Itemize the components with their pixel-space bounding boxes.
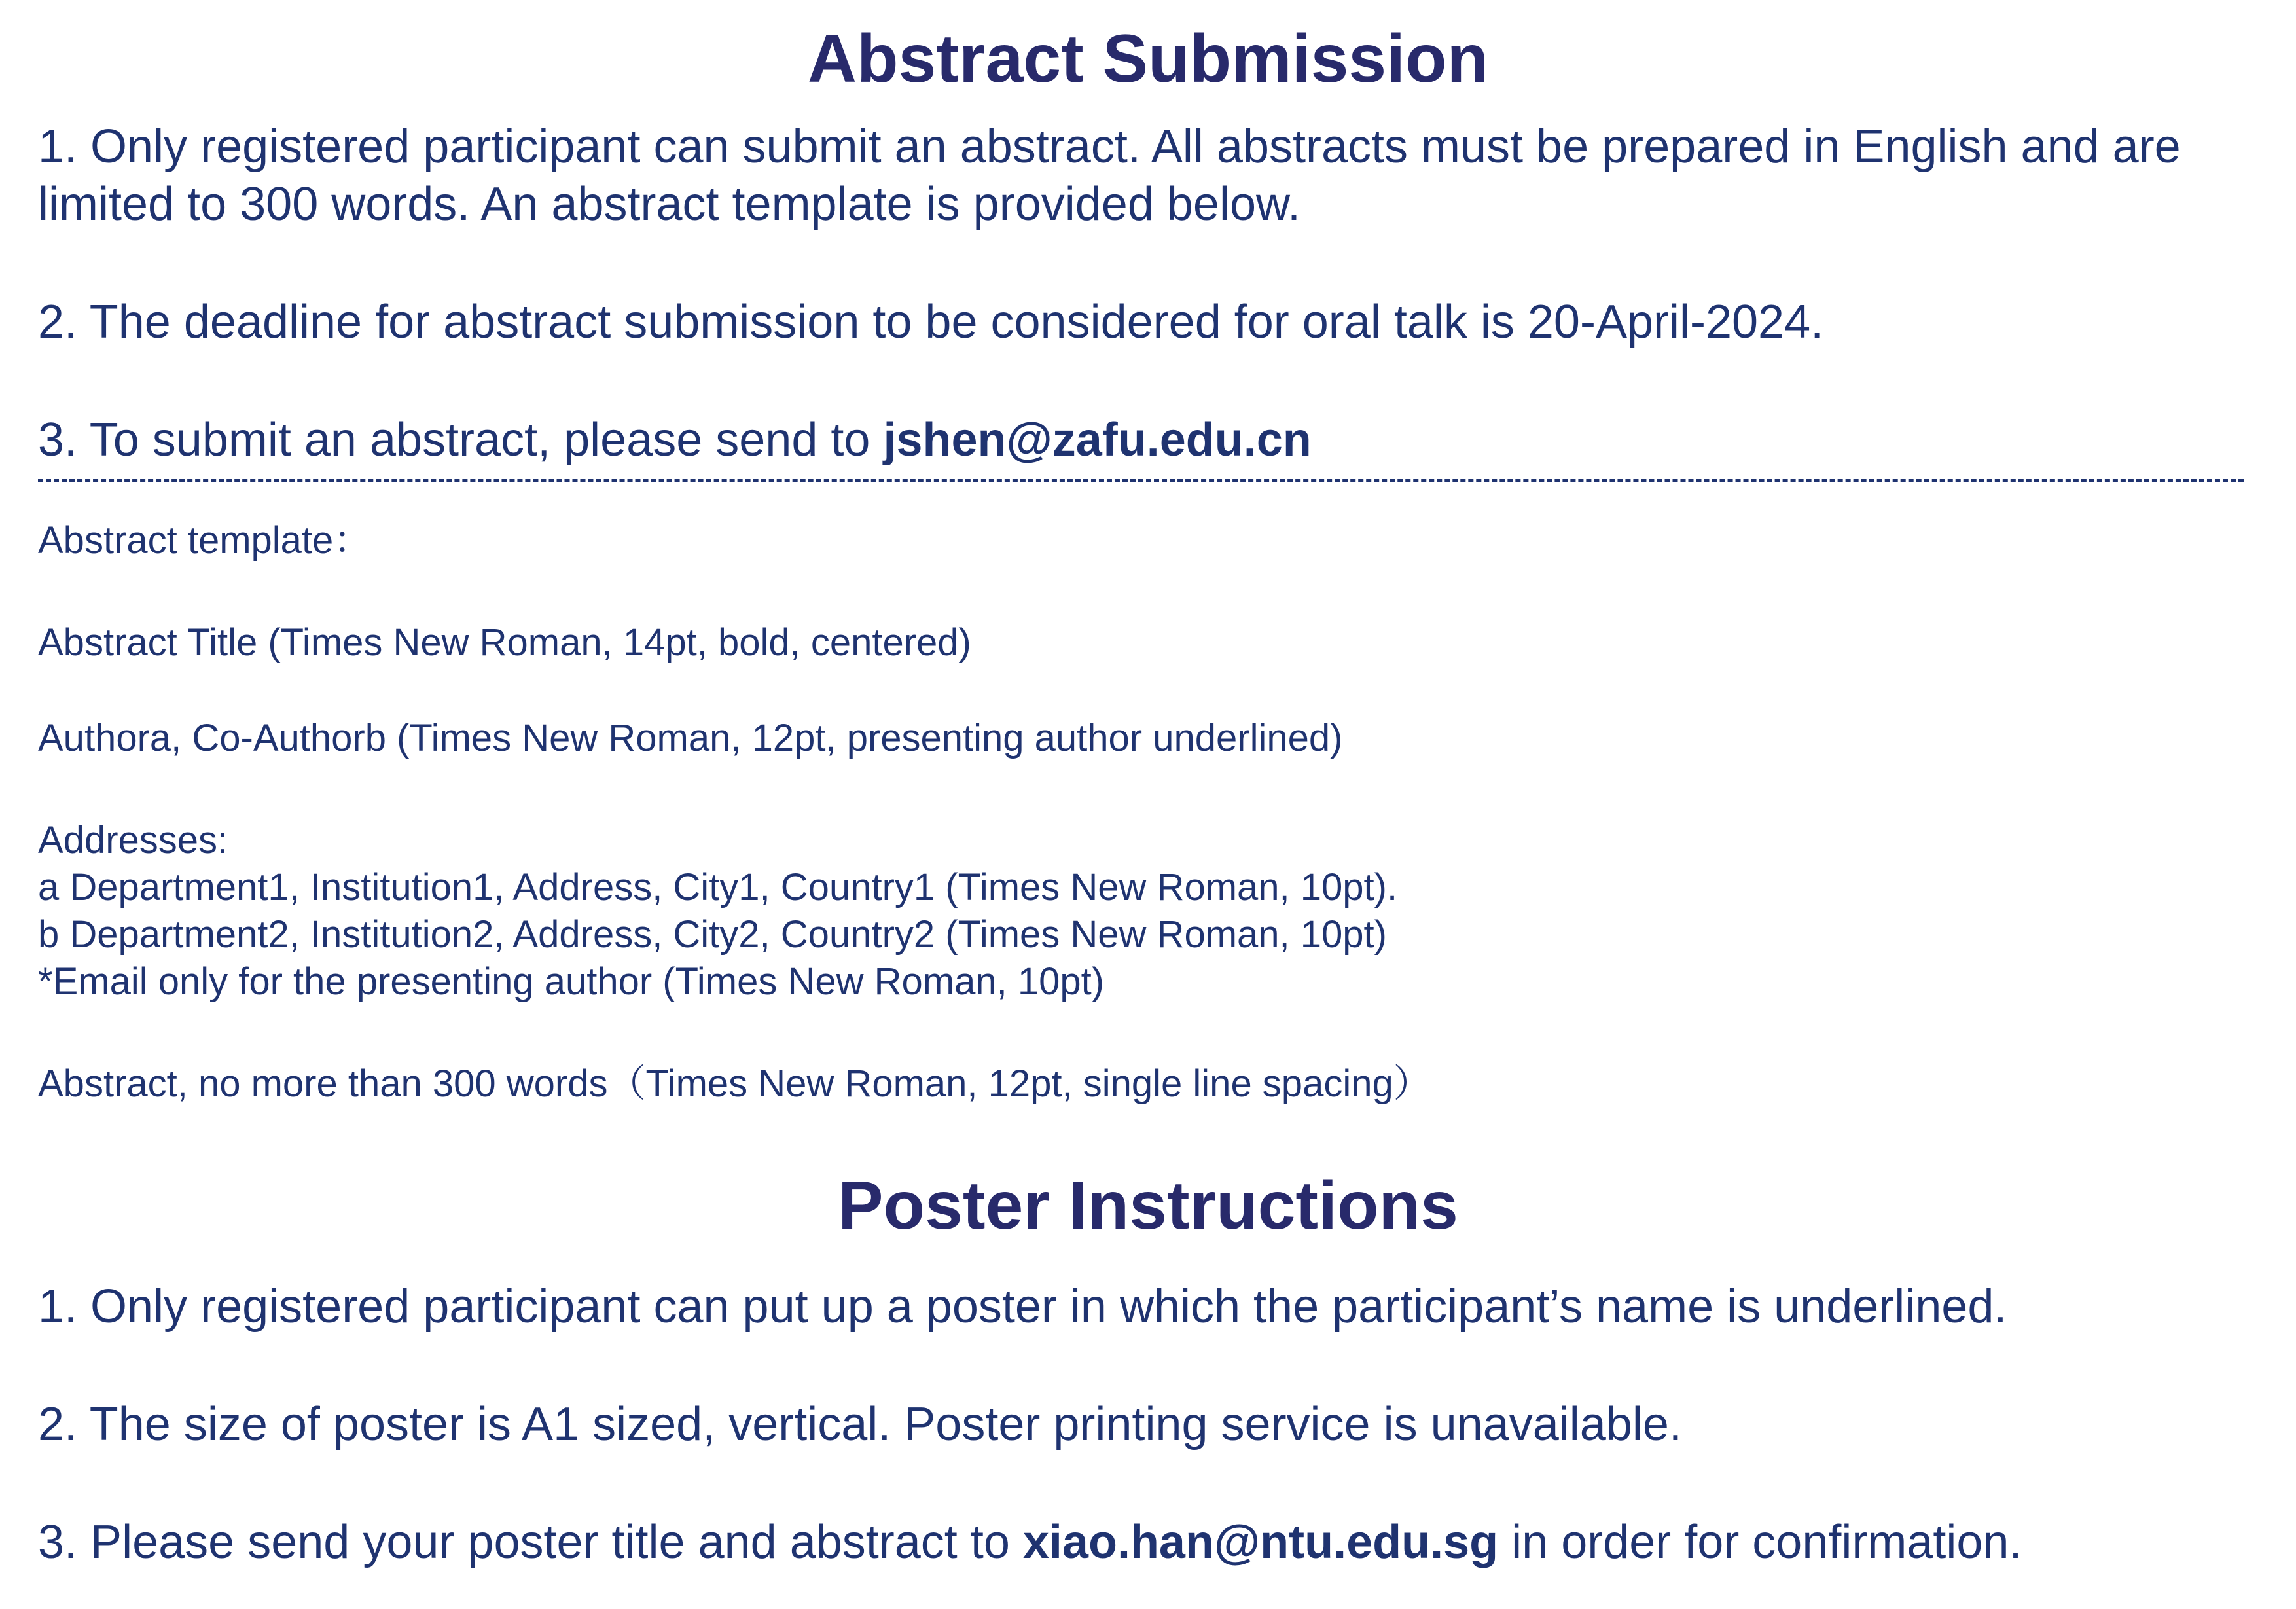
dashed-divider [38, 479, 2244, 482]
template-authors-line: Authora, Co-Authorb (Times New Roman, 12pt, presenting author underlined) [38, 717, 1343, 759]
template-address-a: a Department1, Institution1, Address, City1, Country1 (Times New Roman, 10pt). [38, 866, 1398, 909]
poster-item-3 [38, 1513, 2263, 1571]
poster-item-3-prefix: 3. Please send your poster title and abstract to [38, 1516, 1023, 1568]
abstract-item-1-line-1: 1. Only registered participant can submit an abstract. All abstracts must be prepared in English and are [38, 120, 2181, 173]
abstract-item-1-line-2: limited to 300 words. An abstract template is provided below. [38, 178, 1301, 230]
abstract-item-2-deadline: 2. The deadline for abstract submission to be considered for oral talk is 20-April-2024. [38, 296, 1824, 348]
abstract-item-3-prefix: 3. To submit an abstract, please send to [38, 414, 884, 466]
template-title-line: Abstract Title (Times New Roman, 14pt, bold, centered) [38, 621, 971, 664]
template-email-line: *Email only for the presenting author (Times New Roman, 10pt) [38, 960, 1105, 1003]
poster-item-3-suffix: in order for confirmation. [1498, 1516, 2022, 1568]
abstract-item-3-submit [38, 411, 2263, 469]
poster-item-2: 2. The size of poster is A1 sized, vertical. Poster printing service is unavailable. [38, 1398, 1682, 1451]
template-address-b: b Department2, Institution2, Address, City2, Country2 (Times New Roman, 10pt) [38, 913, 1387, 956]
template-label: Abstract template： [38, 519, 372, 562]
template-addresses-label: Addresses: [38, 819, 228, 861]
poster-item-1: 1. Only registered participant can put up a poster in which the participant’s name is underlined. [38, 1280, 2007, 1333]
abstract-contact-email: jshen@zafu.edu.cn [883, 414, 1312, 466]
template-abstract-line: Abstract, no more than 300 words（Times New Roman, 12pt, single line spacing） [38, 1062, 1431, 1105]
poster-instructions-heading: Poster Instructions [838, 1168, 1458, 1244]
abstract-submission-heading: Abstract Submission [807, 21, 1489, 97]
poster-contact-email: xiao.han@ntu.edu.sg [1022, 1516, 1499, 1568]
